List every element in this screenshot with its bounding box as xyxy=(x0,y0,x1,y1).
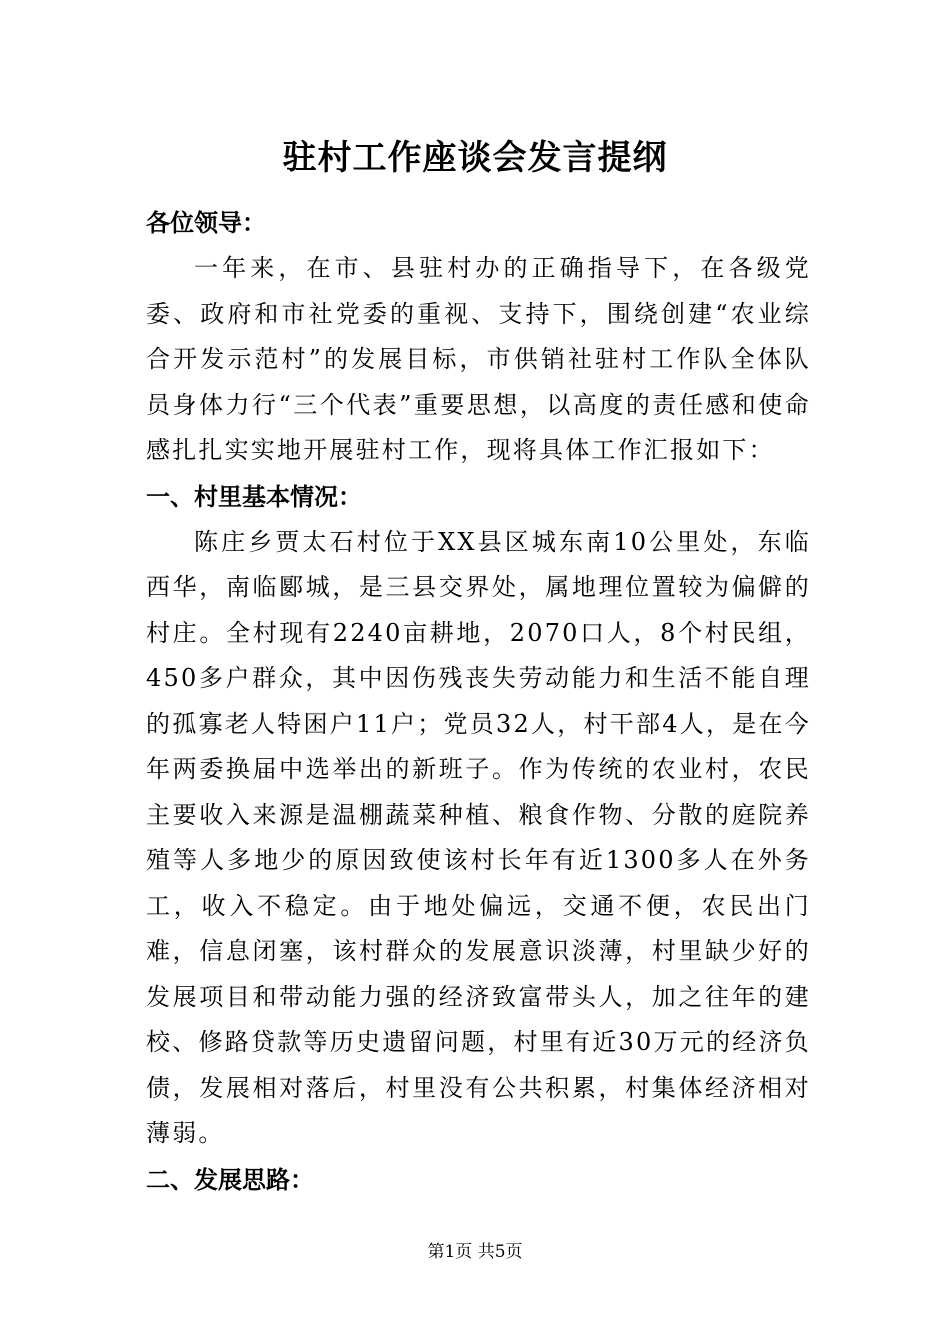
section-2-heading: 二、发展思路： xyxy=(146,1165,314,1194)
page-total: 共5页 xyxy=(477,1242,523,1262)
section-1-paragraph: 陈庄乡贾太石村位于XX县区城东南10公里处，东临西华，南临郾城，是三县交界处，属地理位置较为偏僻的村庄。全村现有2240亩耕地，2070口人，8个村民组，450多户群众，其中因伤残丧失劳动能力和生活不能自理的孤寡老人特困户11户；党员32人，村干部4人，是在今年两委换届中选举出的新班子。作为传统的农业村，农民主要收入来源是温棚蔬菜种植、粮食作物、分散的庭院养殖等人多地少的原因致使该村长年有近1300多人在外务工，收入不稳定。由于地处偏远，交通不便，农民出门难，信息闭塞，该村群众的发展意识淡薄，村里缺少好的发展项目和带动能力强的经济致富带头人，加之往年的建校、修路贷款等历史遗留问题，村里有近30万元的经济负债，发展相对落后，村里没有公共积累，村集体经济相对薄弱。 xyxy=(146,527,811,1147)
page-footer xyxy=(0,1239,950,1265)
intro-paragraph: 一年来，在市、县驻村办的正确指导下，在各级党委、政府和市社党委的重视、支持下，围绕创建“农业综合开发示范村”的发展目标，市供销社驻村工作队全体队员身体力行“三个代表”重要思想，以高度的责任感和使命感扎扎实实地开展驻村工作，现将具体工作汇报如下： xyxy=(146,254,811,464)
greeting: 各位领导： xyxy=(146,209,266,237)
document-body xyxy=(146,200,811,1203)
page-number: 第1页 xyxy=(427,1242,473,1262)
section-1-heading: 一、村里基本情况： xyxy=(146,482,362,511)
document-title: 驻村工作座谈会发言提纲 xyxy=(282,138,668,178)
